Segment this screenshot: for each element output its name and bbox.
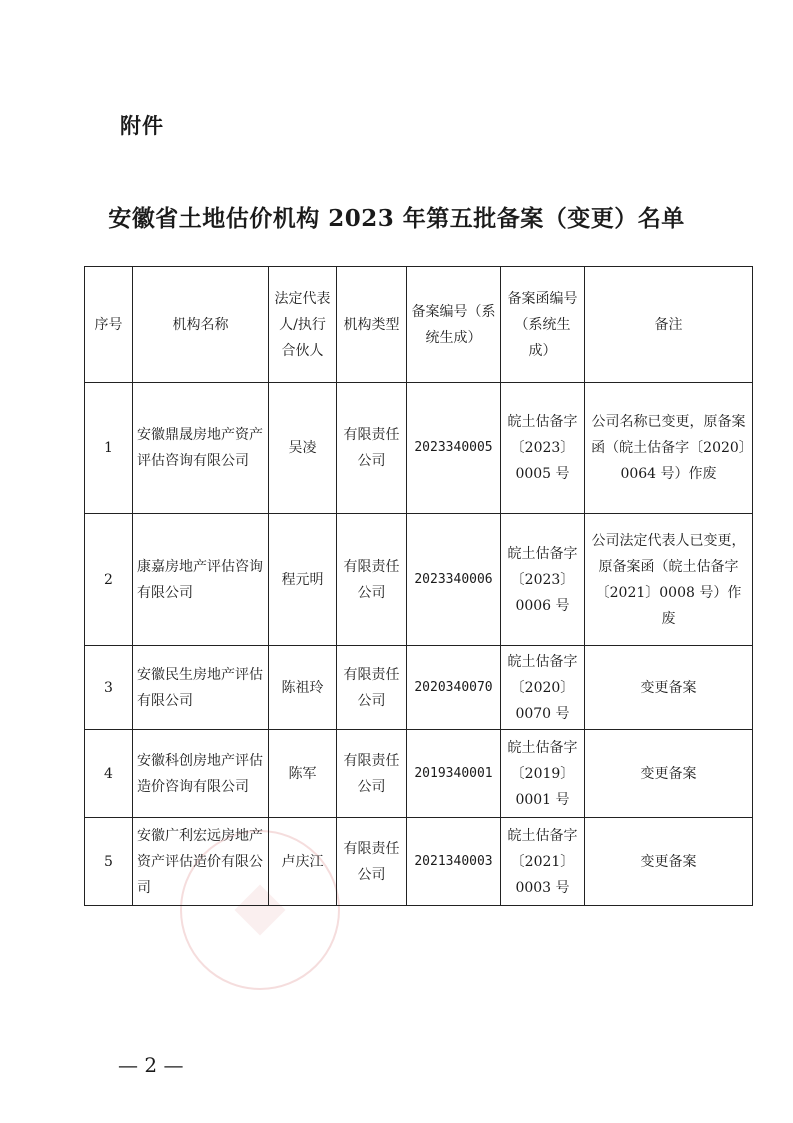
cell-record-no: 2019340001 (407, 730, 501, 818)
header-rep: 法定代表人/执行合伙人 (269, 267, 337, 383)
cell-note: 变更备案 (585, 730, 753, 818)
cell-note: 变更备案 (585, 646, 753, 730)
header-type: 机构类型 (337, 267, 407, 383)
header-record-no: 备案编号（系统生成） (407, 267, 501, 383)
cell-type: 有限责任公司 (337, 383, 407, 514)
cell-name: 安徽广利宏远房地产资产评估造价有限公司 (133, 818, 269, 906)
cell-seq: 5 (85, 818, 133, 906)
cell-rep: 卢庆江 (269, 818, 337, 906)
table-row (85, 818, 753, 906)
header-seq: 序号 (85, 267, 133, 383)
header-letter-no: 备案函编号（系统生成） (501, 267, 585, 383)
header-name: 机构名称 (133, 267, 269, 383)
cell-seq: 1 (85, 383, 133, 514)
cell-seq: 4 (85, 730, 133, 818)
cell-record-no: 2021340003 (407, 818, 501, 906)
cell-name: 安徽科创房地产评估造价咨询有限公司 (133, 730, 269, 818)
cell-record-no: 2020340070 (407, 646, 501, 730)
cell-record-no: 2023340005 (407, 383, 501, 514)
cell-note: 公司法定代表人已变更，原备案函（皖土估备字〔2021〕0008 号）作废 (585, 514, 753, 646)
cell-rep: 陈祖玲 (269, 646, 337, 730)
record-table (84, 266, 753, 906)
cell-note: 变更备案 (585, 818, 753, 906)
cell-type: 有限责任公司 (337, 646, 407, 730)
table-row (85, 646, 753, 730)
table-header-row (85, 267, 753, 383)
cell-letter-no: 皖土估备字〔2021〕0003 号 (501, 818, 585, 906)
attachment-label: 附件 (120, 114, 164, 138)
cell-note: 公司名称已变更，原备案函（皖土估备字〔2020〕0064 号）作废 (585, 383, 753, 514)
cell-name: 康嘉房地产评估咨询有限公司 (133, 514, 269, 646)
table-row (85, 730, 753, 818)
cell-record-no: 2023340006 (407, 514, 501, 646)
table-row (85, 514, 753, 646)
cell-letter-no: 皖土估备字〔2019〕0001 号 (501, 730, 585, 818)
cell-name: 安徽民生房地产评估有限公司 (133, 646, 269, 730)
cell-letter-no: 皖土估备字〔2020〕0070 号 (501, 646, 585, 730)
cell-type: 有限责任公司 (337, 730, 407, 818)
cell-rep: 吴凌 (269, 383, 337, 514)
cell-letter-no: 皖土估备字〔2023〕0006 号 (501, 514, 585, 646)
document-title: 安徽省土地估价机构 2023 年第五批备案（变更）名单 (108, 205, 685, 232)
cell-seq: 3 (85, 646, 133, 730)
cell-rep: 陈军 (269, 730, 337, 818)
table-row (85, 383, 753, 514)
cell-type: 有限责任公司 (337, 514, 407, 646)
cell-type: 有限责任公司 (337, 818, 407, 906)
cell-name: 安徽鼎晟房地产资产评估咨询有限公司 (133, 383, 269, 514)
cell-seq: 2 (85, 514, 133, 646)
page-number: — 2 — (118, 1053, 184, 1077)
header-note: 备注 (585, 267, 753, 383)
cell-rep: 程元明 (269, 514, 337, 646)
cell-letter-no: 皖土估备字〔2023〕0005 号 (501, 383, 585, 514)
